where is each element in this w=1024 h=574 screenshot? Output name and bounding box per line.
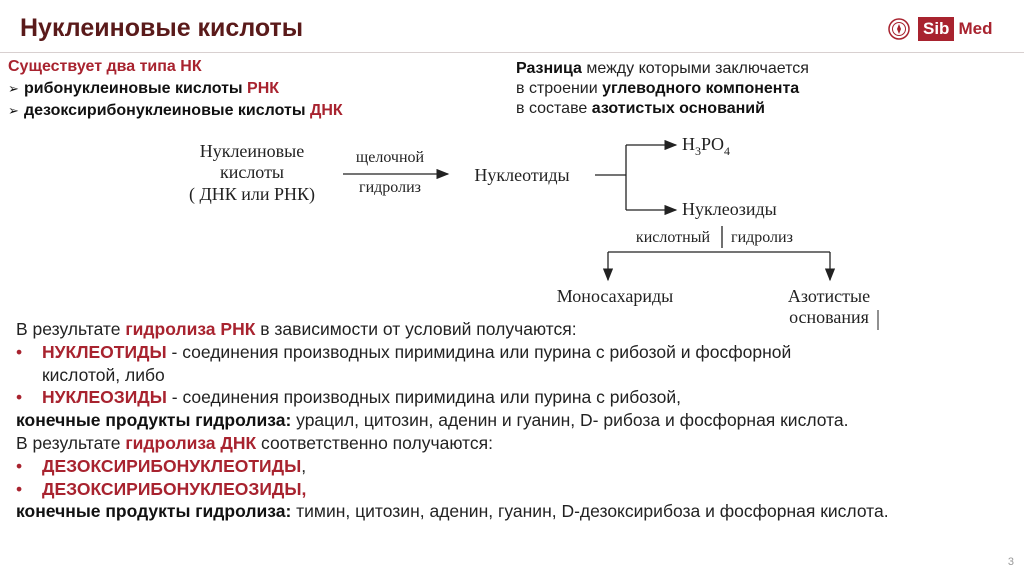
rna-bullet-nucleotides: • НУКЛЕОТИДЫ - соединения производных пиримидина или пурина с рибозой и фосфорной кислотой, либо [16,341,792,385]
dna-intro: В результате гидролиза ДНК соответственно получаются: [16,432,493,453]
hydrolysis-scheme [0,130,1024,335]
source-label-line3: ( ДНК или РНК) [188,184,316,204]
bullet-icon: • [16,455,23,476]
rna-final-products: конечные продукты гидролиза: урацил, цитозин, аденин и гуанин, D- рибоза и фосфорная кислота. [16,410,849,431]
monosaccharides-label: Моносахариды [556,286,674,306]
arrow-label-top: щелочной [355,149,425,166]
split-label-right: гидролиз [731,229,793,246]
page-number: 3 [1007,556,1014,568]
nucleosides-label: Нуклеозиды [682,199,777,219]
title-divider [0,52,1024,53]
dna-bullet-deoxynucleosides: • ДЕЗОКСИРИБОНУКЛЕОЗИДЫ, [16,478,307,499]
university-seal-icon [888,18,910,40]
type-rna: ➢ рибонуклеиновые кислоты РНК [8,78,343,100]
arrow-bullet-icon: ➢ [8,103,19,118]
source-label-line1: Нуклеиновые [199,141,305,161]
source-label-line2: кислоты [219,162,285,182]
dna-bullet-deoxynucleotides: • ДЕЗОКСИРИБОНУКЛЕОТИДЫ, [16,455,307,476]
bases-label-line1: Азотистые [787,286,871,306]
split-label-left: кислотный [635,229,710,246]
rna-intro: В результате гидролиза РНК в зависимости от условий получаются: [16,319,577,339]
phosphoric-acid-label: $H_3PO_4$ [682,134,731,158]
bullet-icon: • [16,387,23,408]
logo-sib: Sib [918,17,954,41]
type-dna: ➢ дезоксирибонуклеиновые кислоты ДНК [8,100,343,122]
dna-final-products: конечные продукты гидролиза: тимин, цитозин, аденин, гуанин, D-дезоксирибоза и фосфорная кислота. [16,501,889,522]
arrow-bullet-icon: ➢ [8,81,19,96]
page-title: Нуклеиновые кислоты [20,14,304,42]
nucleic-acid-types [8,56,343,122]
bullet-icon: • [16,478,23,499]
bases-label-line2: основания [789,307,869,327]
difference-note: Разница между которыми заключается в строении углеводного компонента в составе азотистых оснований [516,60,809,117]
sibmed-logo [888,16,992,42]
types-heading: Существует два типа НК [8,58,202,75]
logo-med: Med [958,19,993,38]
hydrolysis-description [16,318,1019,523]
bullet-icon: • [16,341,23,362]
rna-bullet-nucleosides: • НУКЛЕОЗИДЫ - соединения производных пиримидина или пурина с рибозой, [16,387,682,408]
nucleotides-label: Нуклеотиды [474,165,570,185]
arrow-label-bottom: гидролиз [359,179,421,196]
